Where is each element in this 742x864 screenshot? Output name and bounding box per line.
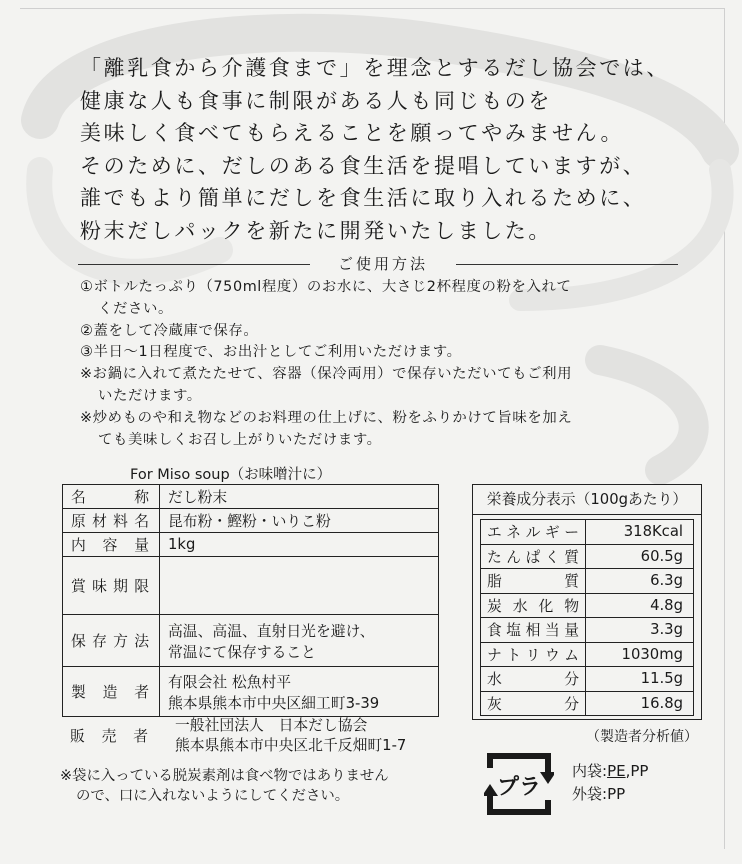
usage-line: ②蓋をして冷蔵庫で保存。 [80, 322, 259, 339]
table-row [481, 642, 694, 667]
usage-line: いただけます。 [98, 387, 202, 404]
intro-line: 健康な人も食事に制限がある人も同じものを [80, 88, 552, 113]
nutrient-name: 食塩相当量 [481, 618, 586, 643]
seller-label: 販売者 [70, 728, 150, 745]
table-row [481, 569, 694, 594]
for-miso-label: For Miso soup（お味噌汁に） [130, 467, 332, 483]
table-row [63, 509, 439, 533]
outer-bag-value: PP [607, 785, 626, 803]
intro-line: 誰でもより簡単にだしを食生活に取り入れるために、 [80, 186, 647, 210]
outer-bag-label: 外袋: [572, 785, 608, 803]
nutrient-value: 11.5g [586, 667, 694, 692]
recycle-mark-text: プラ [496, 775, 542, 800]
table-row [481, 618, 694, 643]
nutrient-value: 60.5g [586, 544, 694, 569]
nutrient-name: 脂質 [481, 569, 586, 594]
nutrition-title: 栄養成分表示（100gあたり） [473, 485, 701, 515]
usage-line: ください。 [98, 300, 173, 317]
nutrient-name: 灰分 [481, 691, 586, 716]
table-row [481, 520, 694, 545]
intro-line: そのために、だしのある食生活を提唱していますが、 [80, 153, 647, 178]
table-row [481, 544, 694, 569]
info-label: 内容量 [63, 533, 160, 557]
nutrient-name: 炭水化物 [481, 593, 586, 618]
nutrient-name: 水分 [481, 667, 586, 692]
usage-line: ③半日〜1日程度で、お出汁としてご利用いただけます。 [80, 344, 462, 361]
info-value: 昆布粉・鰹粉・いりこ粉 [160, 509, 439, 533]
intro-line: 美味しく食べてもらえることを願ってやみません。 [80, 121, 625, 145]
inner-bag-label: 内袋: [572, 762, 608, 780]
inner-bag-material-pe: PE [607, 762, 626, 780]
table-row [481, 593, 694, 618]
nutrient-name: ナトリウム [481, 642, 586, 667]
info-label: 保存方法 [63, 615, 160, 667]
packaging-materials [572, 760, 648, 806]
divider [456, 264, 678, 265]
analysis-source-note: （製造者分析値） [586, 729, 698, 745]
usage-line: ※お鍋に入れて煮たたせて、容器（保冷両用）で保存いただいてもご利用 [80, 366, 573, 383]
plastic-recycle-mark-icon [484, 750, 554, 818]
info-value-line: 高温、高温、直射日光を避け、 [168, 622, 375, 640]
nutrient-value: 16.8g [586, 691, 694, 716]
divider [78, 264, 310, 265]
usage-instructions [80, 277, 700, 451]
info-label: 製造者 [63, 667, 160, 717]
nutrient-value: 1030mg [586, 642, 694, 667]
product-info-table [62, 484, 439, 717]
usage-title: ご使用方法 [337, 255, 428, 273]
info-value-line: 常温にて保存すること [168, 643, 316, 661]
info-label: 賞味期限 [63, 557, 160, 615]
note-line: ので、口に入れないようにしてください。 [76, 788, 350, 804]
table-row [63, 557, 439, 615]
table-row [63, 667, 439, 717]
nutrient-value: 3.3g [586, 618, 694, 643]
nutrient-value: 318Kcal [586, 520, 694, 545]
info-value-line: 有限会社 松魚村平 [168, 673, 292, 691]
info-value: 1kg [160, 533, 439, 557]
usage-line: ①ボトルたっぷり（750ml程度）のお水に、大さじ2杯程度の粉を入れて [80, 279, 572, 295]
nutrient-name: たんぱく質 [481, 544, 586, 569]
oxygen-absorber-note [60, 766, 389, 806]
table-row [481, 667, 694, 692]
nutrition-facts [472, 484, 702, 720]
table-row [481, 691, 694, 716]
table-row [63, 615, 439, 667]
info-label: 原材料名 [63, 509, 160, 533]
info-value: だし粉末 [160, 485, 439, 509]
outer-bag-material [572, 783, 648, 806]
table-row [63, 485, 439, 509]
intro-text [80, 52, 720, 247]
usage-line: ※炒めものや和え物などのお料理の仕上げに、粉をふりかけて旨味を加え [80, 409, 573, 426]
seller-address: 熊本県熊本市中央区北千反畑町1-7 [175, 737, 407, 754]
intro-line: 「離乳食から介護食まで」を理念とするだし協会では、 [80, 56, 670, 80]
seller-name: 一般社団法人 日本だし協会 [175, 717, 368, 734]
info-label: 名称 [63, 485, 160, 509]
seller-value [175, 716, 406, 756]
nutrient-value: 4.8g [586, 593, 694, 618]
info-value-line: 熊本県熊本市中央区細工町3-39 [168, 694, 380, 712]
inner-bag-material [572, 760, 648, 783]
intro-line: 粉末だしパックを新たに開発いたしました。 [80, 218, 552, 243]
inner-bag-material-pp: ,PP [625, 762, 649, 780]
note-line: ※袋に入っている脱炭素剤は食べ物ではありません [60, 768, 389, 784]
info-value [160, 557, 439, 615]
usage-line: ても美味しくお召し上がりいただけます。 [98, 431, 382, 448]
nutrient-value: 6.3g [586, 569, 694, 594]
info-value [160, 667, 439, 717]
info-value [160, 615, 439, 667]
table-row [63, 533, 439, 557]
nutrient-name: エネルギー [481, 520, 586, 545]
usage-heading [78, 254, 678, 274]
nutrition-table [480, 519, 694, 716]
